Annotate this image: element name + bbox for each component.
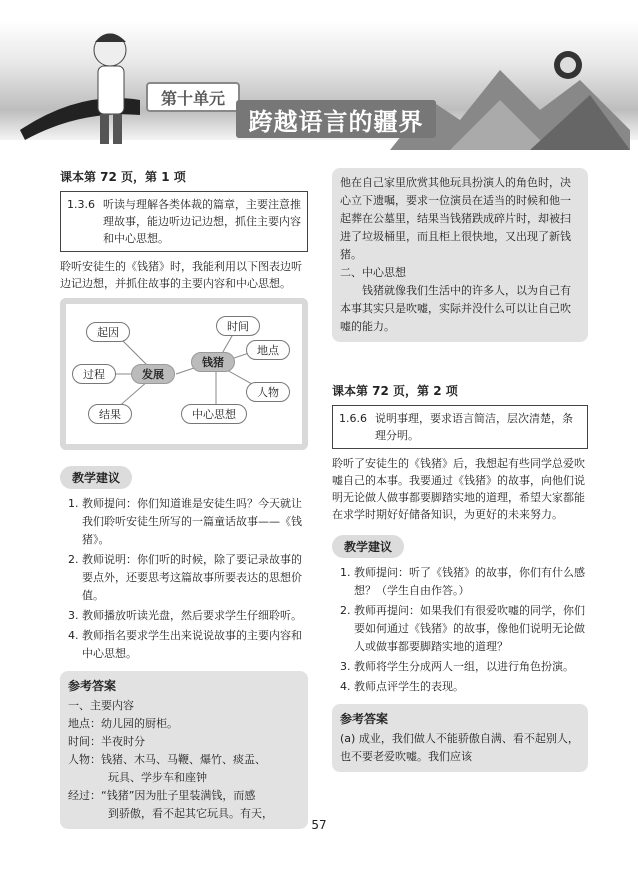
standard-text: 说明事理，要求语言简洁，层次清楚，条理分明。 <box>375 412 573 442</box>
standard-box <box>332 405 588 449</box>
answer-box <box>60 671 308 829</box>
answer-continued-text: 他在自己家里欣赏其他玩具扮演人的角色时，决心立下遗嘱，要求一位演员在适当的时候和他一起葬在公墓里，结果当钱猪跌成碎片时，却被扫进了垃圾桶里，而且柜上很快地，又出现了新钱猪。 <box>340 176 571 261</box>
teaching-suggestion-label: 教学建议 <box>332 535 404 558</box>
left-column <box>60 168 308 829</box>
standard-code: 1.6.6 <box>339 412 367 425</box>
teaching-list <box>332 564 588 696</box>
node-origin: 起因 <box>86 322 130 342</box>
standard-code: 1.3.6 <box>67 198 95 211</box>
node-result: 结果 <box>88 404 132 424</box>
node-center: 钱猪 <box>191 352 235 372</box>
intro-paragraph: 聆听了安徒生的《钱猪》后，我想起有些同学总爱吹嘘自己的本事。我要通过《钱猪》的故事，向他们说明无论做人做事都要脚踏实地的道理，希望大家都能在求学时期好好储备知识，为更好的未来努力。 <box>332 457 585 521</box>
page-number: 57 <box>311 818 327 832</box>
node-time: 时间 <box>216 316 260 336</box>
node-people: 人物 <box>246 382 290 402</box>
answer-line: 地点：幼儿园的厨柜。 <box>68 717 178 730</box>
theme-text: 钱猪就像我们生活中的许多人，以为自己有本事其实只是吹嘘，实际并没什么可以让自己吹嘘的能力。 <box>340 284 571 333</box>
answer-line: 时间：半夜时分 <box>68 735 145 748</box>
teaching-item: 2. 教师说明：你们听的时候，除了要记录故事的要点外，还要思考这篇故事所要表达的思想价值。 <box>82 551 308 605</box>
teaching-item: 4. 教师指名要求学生出来说说故事的主要内容和中心思想。 <box>82 627 308 663</box>
answer-line: 一、主要内容 <box>68 699 134 712</box>
teaching-item: 3. 教师将学生分成两人一组，以进行角色扮演。 <box>354 658 588 676</box>
unit-title: 跨越语言的疆界 <box>236 100 436 138</box>
answer-line: 到骄傲，看不起其它玩具。有天， <box>108 807 273 820</box>
standard-text: 听读与理解各类体裁的篇章，主要注意推理故事，能边听边记边想，抓住主要内容和中心思想。 <box>103 198 301 245</box>
answer-line: 人物：钱猪、木马、马鞭、爆竹、痰盂、 <box>68 753 266 766</box>
node-process: 过程 <box>72 364 116 384</box>
answer-title: 参考答案 <box>340 712 389 726</box>
answer-title: 参考答案 <box>68 679 117 693</box>
teaching-suggestion-label: 教学建议 <box>60 466 132 489</box>
unit-badge: 第十单元 <box>146 82 240 112</box>
intro-paragraph: 聆听安徒生的《钱猪》时，我能利用以下图表边听边记边想，并抓住故事的主要内容和中心思想。 <box>60 260 302 290</box>
answer-line: 玩具、学步车和座钟 <box>108 771 207 784</box>
answer-box <box>332 704 588 772</box>
node-place: 地点 <box>246 340 290 360</box>
section-heading: 课本第 72 页，第 1 项 <box>60 170 186 184</box>
standard-box <box>60 191 308 252</box>
teaching-item: 1. 教师提问：听了《钱猪》的故事，你们有什么感想？（学生自由作答。） <box>354 564 588 600</box>
teaching-item: 3. 教师播放听读光盘，然后要求学生仔细聆听。 <box>82 607 308 625</box>
teaching-list <box>60 495 308 663</box>
teaching-item: 1. 教师提问：你们知道谁是安徒生吗？今天就让我们聆听安徒生所写的一篇童话故事——《钱猪》。 <box>82 495 308 549</box>
mind-map <box>60 298 308 450</box>
right-column <box>332 168 588 772</box>
answer-line: 经过：“钱猪”因为肚子里装满钱，而感 <box>68 789 256 802</box>
answer-text: (a) 成业，我们做人不能骄傲自满、看不起别人，也不要老爱吹嘘。我们应该 <box>340 732 579 763</box>
teaching-item: 2. 教师再提问：如果我们有很爱吹嘘的同学，你们要如何通过《钱猪》的故事，像他们说明无论做人或做事都要脚踏实地的道理？ <box>354 602 588 656</box>
boy-illustration <box>20 20 160 150</box>
section-heading: 课本第 72 页，第 2 项 <box>332 384 458 398</box>
node-theme: 中心思想 <box>181 404 247 424</box>
node-develop: 发展 <box>131 364 175 384</box>
theme-heading: 二、中心思想 <box>340 266 406 279</box>
teaching-item: 4. 教师点评学生的表现。 <box>354 678 588 696</box>
answer-continued-box <box>332 168 588 342</box>
